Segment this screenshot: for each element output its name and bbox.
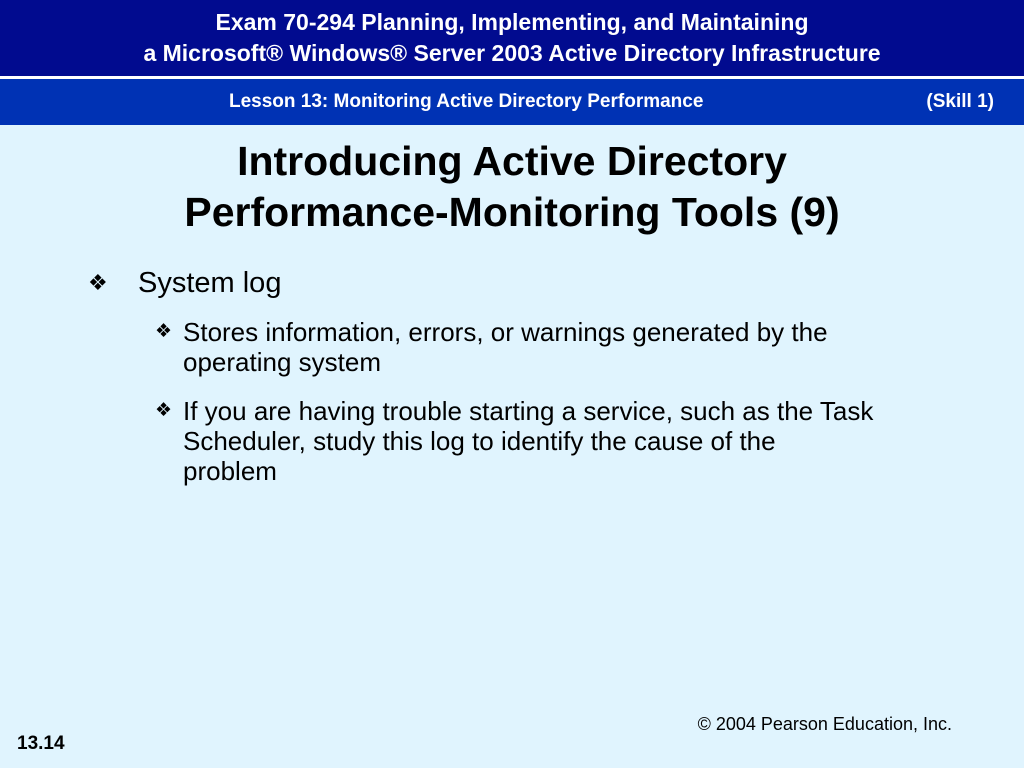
slide-title [0, 136, 1024, 238]
copyright-notice: © 2004 Pearson Education, Inc. [697, 714, 952, 734]
slide-title-line2: Performance-Monitoring Tools (9) [184, 189, 840, 235]
exam-title-line1: Exam 70-294 Planning, Implementing, and Maintaining [215, 9, 809, 35]
lesson-title: Lesson 13: Monitoring Active Directory Performance [229, 91, 704, 112]
exam-header [0, 0, 1024, 76]
exam-title-line2: a Microsoft® Windows® Server 2003 Active Directory Infrastructure [143, 40, 881, 66]
sub-bullet-stores-info [155, 317, 875, 377]
diamond-bullet-icon: ❖ [88, 270, 108, 295]
sub-bullet-text: If you are having trouble starting a service, such as the Task Scheduler, study this log to identify the cause of the problem [183, 396, 874, 486]
skill-label: (Skill 1) [926, 91, 994, 112]
sub-bullet-text: Stores information, errors, or warnings generated by the operating system [183, 317, 828, 377]
slide-title-line1: Introducing Active Directory [237, 138, 787, 184]
slide-number: 13.14 [17, 733, 65, 754]
bullet-system-log [88, 265, 281, 301]
sub-bullet-trouble-service [155, 396, 875, 486]
lesson-band [0, 79, 1024, 125]
diamond-bullet-icon: ❖ [155, 400, 173, 421]
diamond-bullet-icon: ❖ [155, 321, 173, 342]
bullet-text: System log [138, 267, 282, 299]
